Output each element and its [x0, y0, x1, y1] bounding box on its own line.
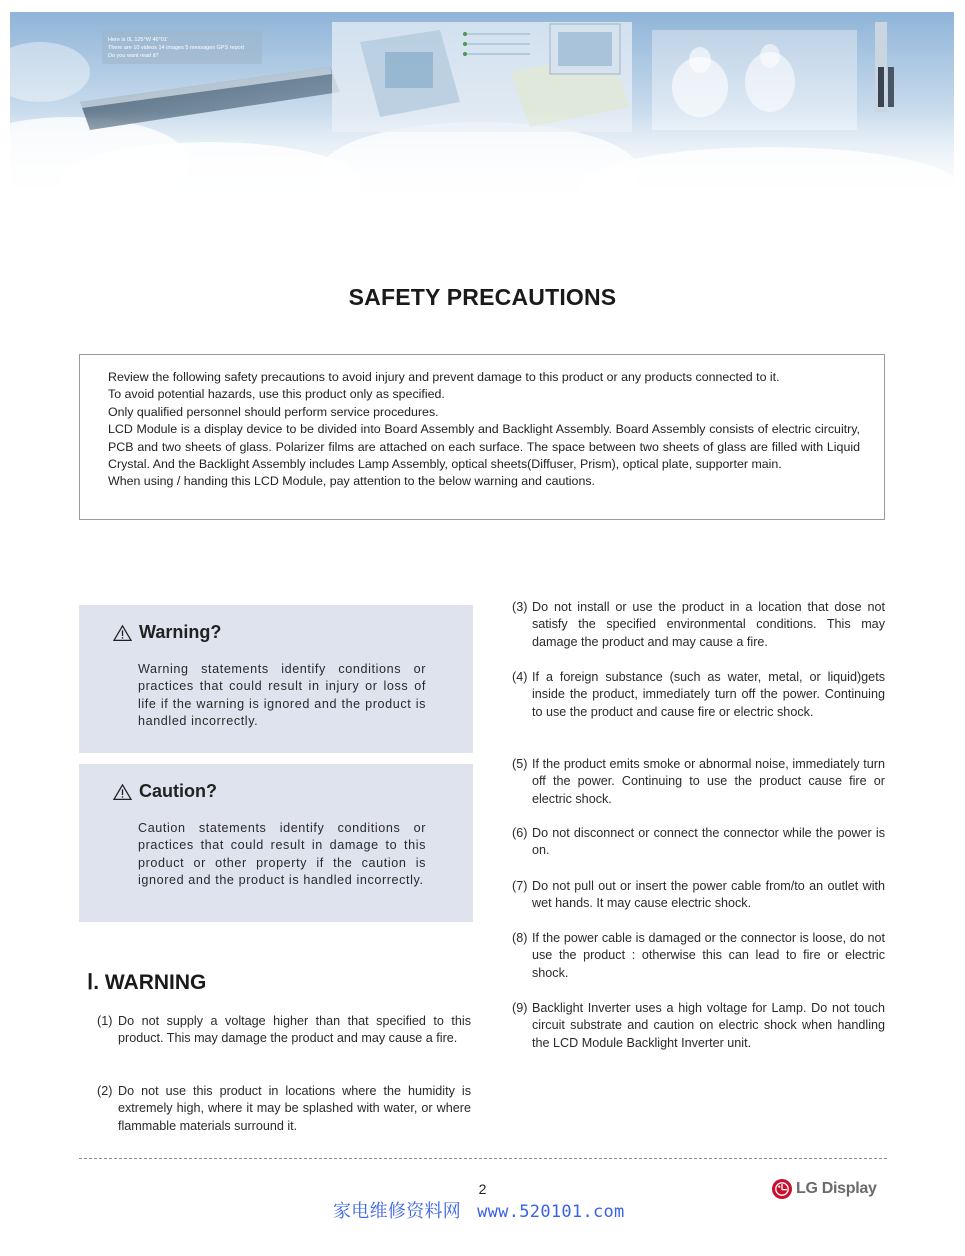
warning-item: [512, 1000, 885, 1052]
warning-item: [97, 1013, 471, 1048]
item-text: Backlight Inverter uses a high voltage for Lamp. Do not touch circuit substrate and caution on electric shock when handling the LCD Module Backlight Inverter unit.: [532, 1001, 885, 1050]
warning-item: [512, 930, 885, 982]
watermark-cn: 家电维修资料网: [333, 1201, 462, 1221]
item-number: (8): [512, 931, 528, 945]
watermark: [333, 1197, 625, 1223]
lg-logo-icon: [771, 1178, 793, 1200]
warning-heading: Warning?: [139, 622, 222, 642]
footer-divider: [79, 1158, 887, 1159]
page-title: SAFETY PRECAUTIONS: [348, 284, 617, 310]
intro-box: [79, 354, 885, 520]
item-text: Do not install or use the product in a location that dose not satisfy the specified environmental conditions. This may damage the product and may cause a fire.: [532, 600, 885, 649]
warning-item: [512, 599, 885, 651]
warning-box: [79, 605, 473, 753]
warning-item: [97, 1083, 471, 1135]
caution-heading: Caution?: [139, 781, 217, 801]
watermark-url: www.520101.com: [477, 1202, 625, 1222]
caution-description: Caution statements identify conditions or practices that could result in damage to this product or other property if the caution is ignored and the product is handled incorrectly.: [138, 821, 426, 888]
item-number: (3): [512, 600, 528, 614]
item-number: (5): [512, 757, 528, 771]
page-number: 2: [478, 1181, 487, 1197]
item-number: (4): [512, 670, 528, 684]
intro-line: Review the following safety precautions to avoid injury and prevent damage to this product or any products connected to it.: [108, 370, 780, 384]
intro-paragraph: LCD Module is a display device to be divided into Board Assembly and Backlight Assembly. Board Assembly consists of electric circuitry, PCB and two sheets of glass. Polarizer films are attached on each surface. The space between two sheets of glass are filled with Liquid Crystal. And the Backlight Assembly includes Lamp Assembly, optical sheets(Diffuser, Prism), optical plate, supporter main.: [108, 422, 860, 472]
intro-line: When using / handing this LCD Module, pay attention to the below warning and cautions.: [108, 474, 595, 489]
item-text: Do not disconnect or connect the connector while the power is on.: [532, 826, 885, 858]
item-number: (1): [97, 1014, 113, 1028]
item-number: (2): [97, 1084, 113, 1098]
item-text: Do not supply a voltage higher than that specified to this product. This may damage the product and may cause a fire.: [118, 1014, 471, 1046]
warning-description: Warning statements identify conditions or practices that could result in injury or loss of life if the warning is ignored and the product is handled incorrectly.: [138, 662, 426, 729]
item-number: (6): [512, 826, 528, 840]
warning-item: [512, 878, 885, 913]
warning-item: [512, 825, 885, 860]
lg-display-logo: [771, 1178, 877, 1200]
section-title: . WARNING: [93, 971, 207, 994]
warning-item: [512, 669, 885, 721]
header-banner-image: [10, 12, 954, 212]
warning-triangle-icon: [113, 783, 132, 801]
intro-line: Only qualified personnel should perform service procedures.: [108, 404, 439, 419]
warning-heading-row: [113, 622, 221, 643]
item-text: Do not pull out or insert the power cable from/to an outlet with wet hands. It may cause electric shock.: [532, 879, 885, 911]
warning-triangle-icon: [113, 624, 132, 642]
warning-item: [512, 756, 885, 808]
section-heading: [87, 970, 206, 995]
item-number: (9): [512, 1001, 528, 1015]
caution-heading-row: [113, 781, 217, 802]
item-text: If the power cable is damaged or the connector is loose, do not use the product : otherwise this can lead to fire or electric shock.: [532, 931, 885, 980]
section-numeral: Ⅰ: [87, 971, 94, 994]
item-number: (7): [512, 879, 528, 893]
item-text: If a foreign substance (such as water, metal, or liquid)gets inside the product, immediately turn off the power. Continuing to use the product and cause fire or electric shock.: [532, 670, 885, 719]
logo-text: LG Display: [796, 1180, 877, 1197]
intro-line: To avoid potential hazards, use this product only as specified.: [108, 387, 445, 402]
item-text: Do not use this product in locations where the humidity is extremely high, where it may be splashed with water, or where flammable materials surround it.: [118, 1084, 471, 1133]
item-text: If the product emits smoke or abnormal noise, immediately turn off the power. Continuing to use the product cause fire or electric shock.: [532, 757, 885, 806]
caution-box: [79, 764, 473, 922]
